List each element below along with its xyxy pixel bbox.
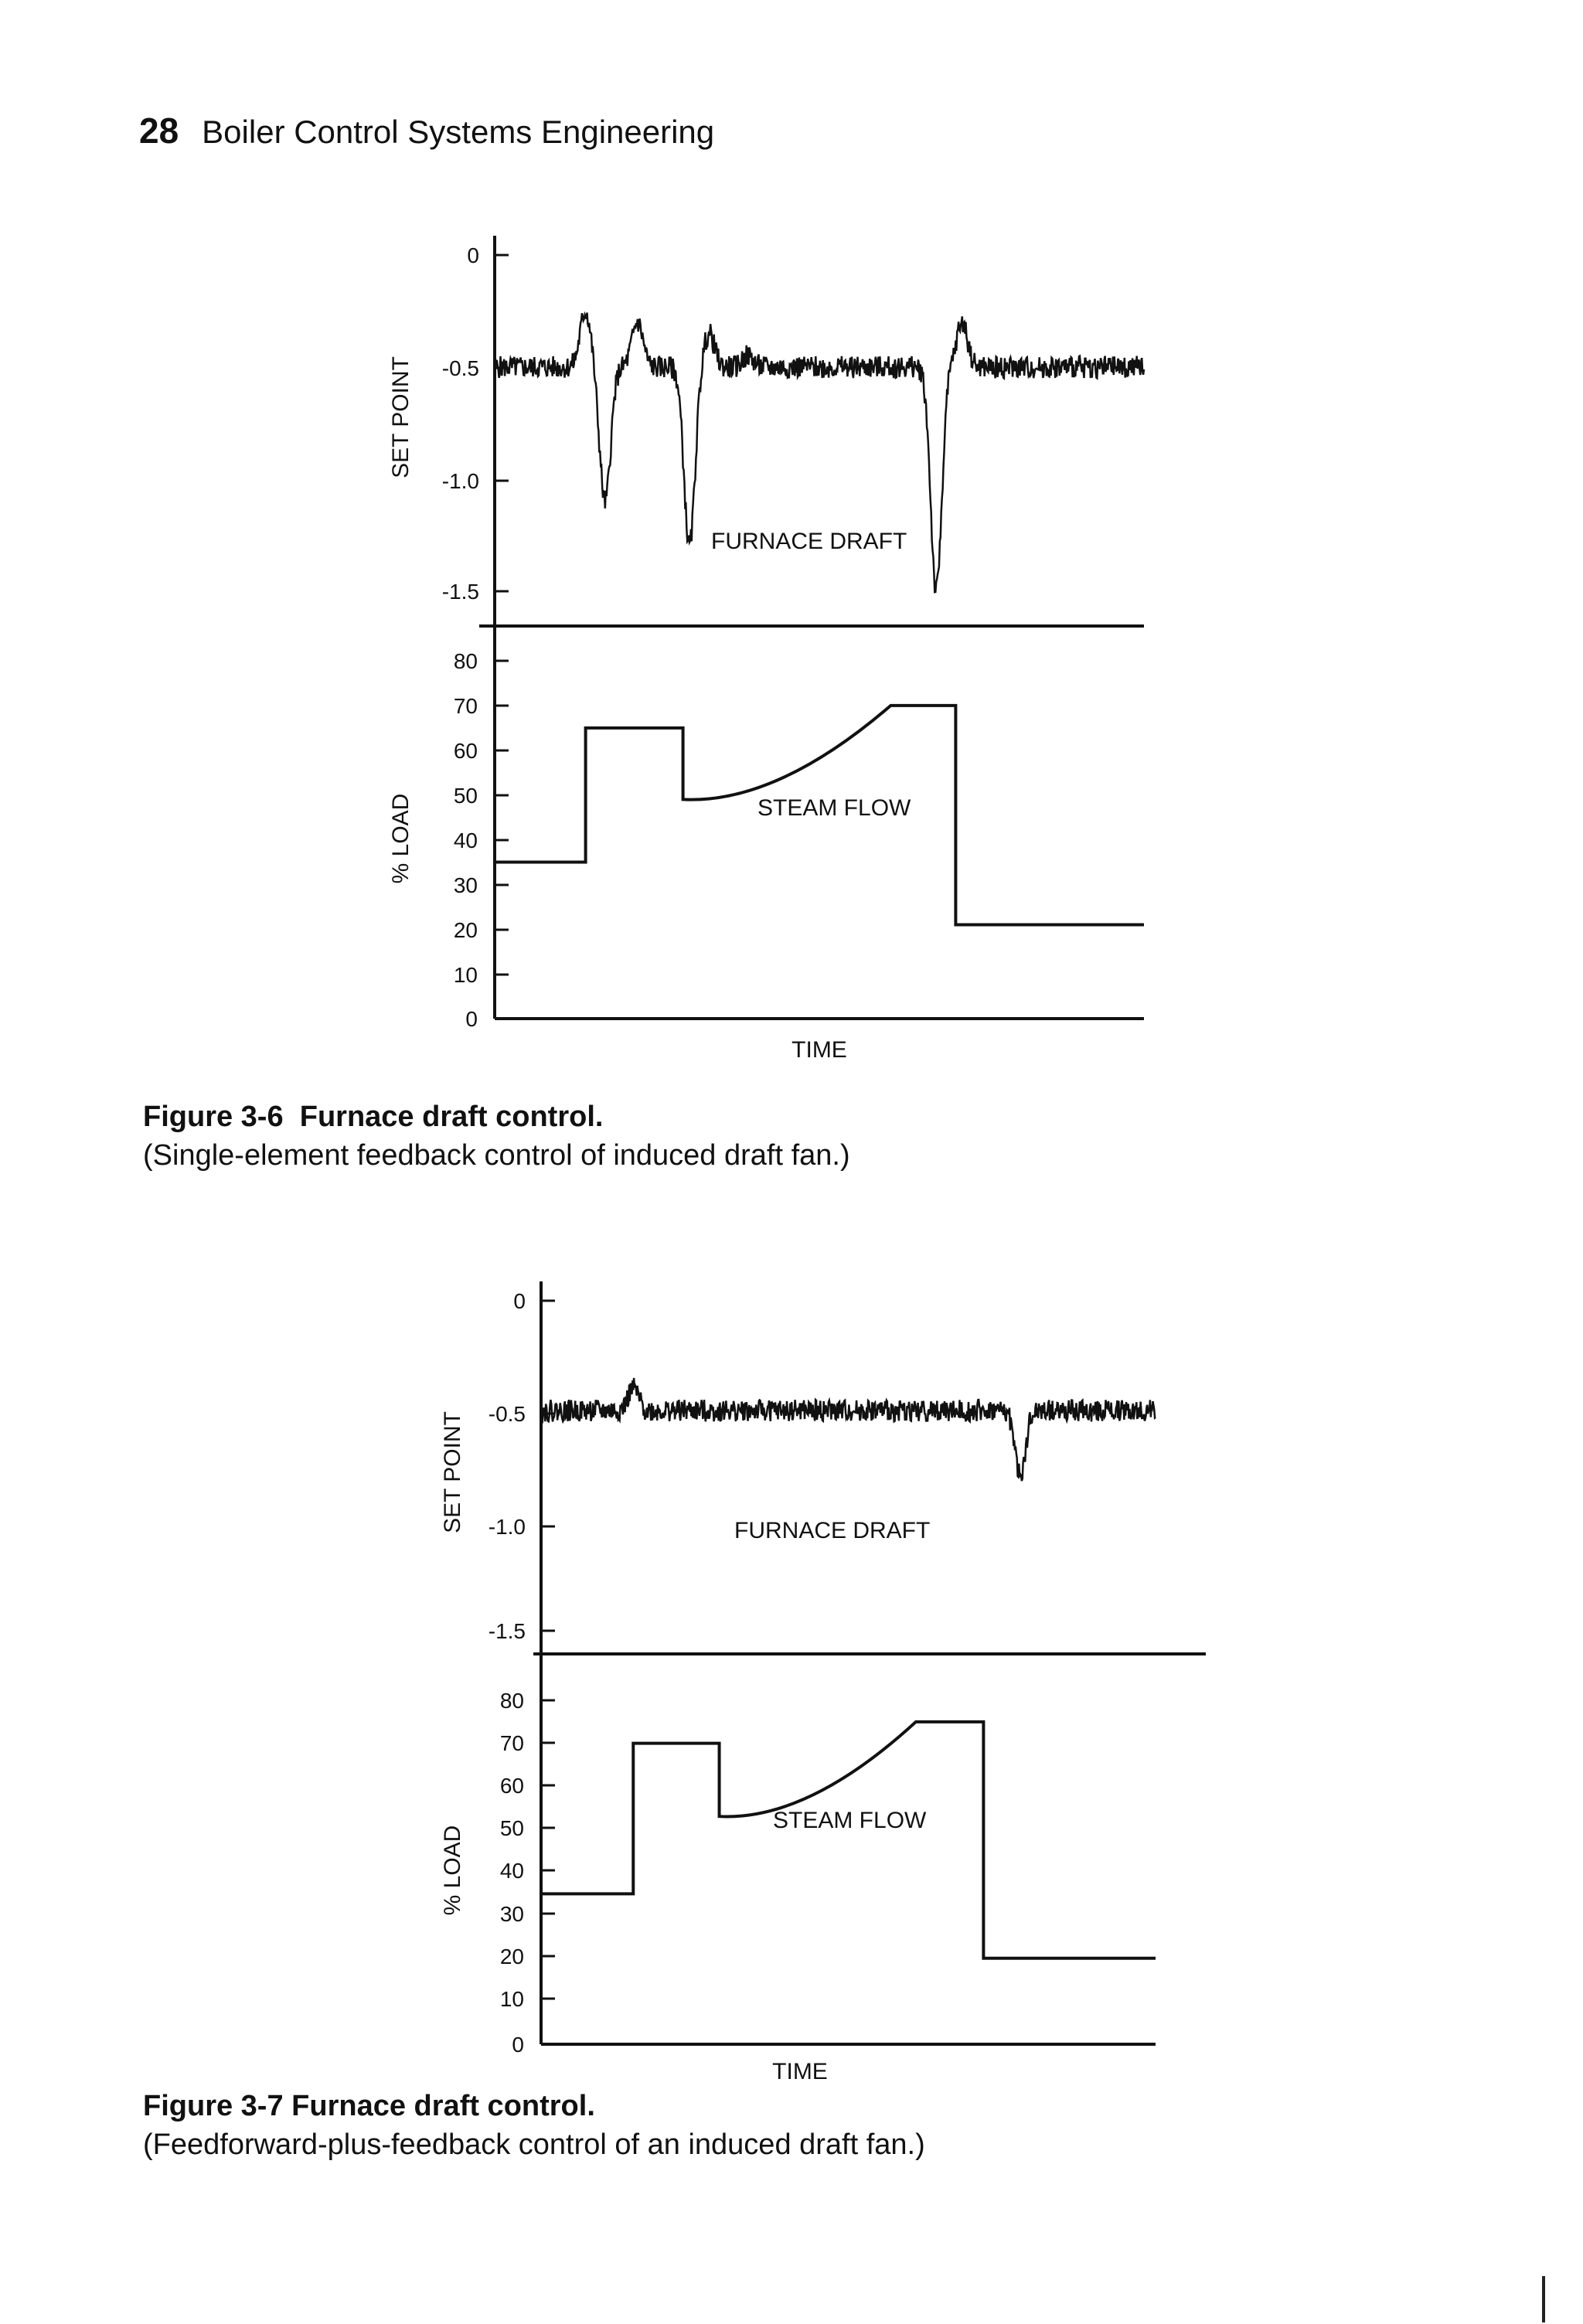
y-tick-label: 80 xyxy=(453,649,478,673)
y-tick-label: 40 xyxy=(499,1859,524,1883)
y-tick-label: 0 xyxy=(513,1289,526,1313)
y-tick-label: 30 xyxy=(453,873,478,897)
y-axis-title-set-point: SET POINT xyxy=(440,1411,465,1533)
y-axis-title-load: % LOAD xyxy=(440,1825,465,1916)
figure-title: Furnace draft control. xyxy=(299,1101,604,1133)
page-number: 28 xyxy=(139,111,179,151)
furnace-draft-label: FURNACE DRAFT xyxy=(711,529,907,554)
y-tick-label: -1.0 xyxy=(441,469,479,493)
y-tick-label: 30 xyxy=(499,1902,524,1926)
steam-flow-label: STEAM FLOW xyxy=(773,1808,927,1833)
steam-flow-label: STEAM FLOW xyxy=(757,795,911,821)
y-tick-label: 80 xyxy=(499,1689,524,1713)
figure-subtitle: (Feedforward-plus-feedback control of an induced draft fan.) xyxy=(143,2128,925,2161)
y-tick-label: 50 xyxy=(453,784,478,808)
y-tick-label: 0 xyxy=(465,1007,478,1031)
y-tick-label: 0 xyxy=(467,243,479,267)
margin-mark xyxy=(1542,2276,1545,2322)
y-tick-label: 10 xyxy=(453,963,478,987)
y-tick-label: 20 xyxy=(499,1945,524,1968)
y-tick-label: -0.5 xyxy=(488,1402,526,1426)
figure-number: Figure 3-6 xyxy=(143,1101,284,1133)
y-tick-label: 40 xyxy=(453,829,478,852)
y-tick-label: 0 xyxy=(512,2033,524,2057)
y-axis-title-set-point: SET POINT xyxy=(388,356,414,478)
furnace-draft-label: FURNACE DRAFT xyxy=(734,1518,931,1543)
furnace-draft-trace xyxy=(541,1378,1156,1481)
steam-flow-trace xyxy=(541,1722,1156,1958)
y-tick-label: -1.5 xyxy=(441,580,479,604)
running-title: Boiler Control Systems Engineering xyxy=(202,114,715,150)
y-tick-label: 50 xyxy=(499,1816,524,1840)
figure-3-7-caption xyxy=(143,2087,925,2164)
figure-subtitle: (Single-element feedback control of induced draft fan.) xyxy=(143,1139,850,1172)
x-axis-title-time: TIME xyxy=(772,2059,828,2084)
y-tick-label: -1.0 xyxy=(488,1515,526,1539)
x-axis-title-time: TIME xyxy=(792,1037,847,1063)
y-tick-label: 20 xyxy=(453,918,478,942)
y-tick-label: -0.5 xyxy=(441,356,479,380)
y-tick-label: 10 xyxy=(499,1987,524,2011)
figure-number: Figure 3-7 xyxy=(143,2090,284,2122)
figure-title: Furnace draft control. xyxy=(291,2090,595,2122)
y-tick-label: 70 xyxy=(499,1731,524,1755)
y-axis-title-load: % LOAD xyxy=(388,793,414,884)
y-tick-label: -1.5 xyxy=(488,1619,526,1643)
y-tick-label: 60 xyxy=(499,1774,524,1798)
y-tick-label: 70 xyxy=(453,694,478,718)
y-tick-label: 60 xyxy=(453,739,478,763)
